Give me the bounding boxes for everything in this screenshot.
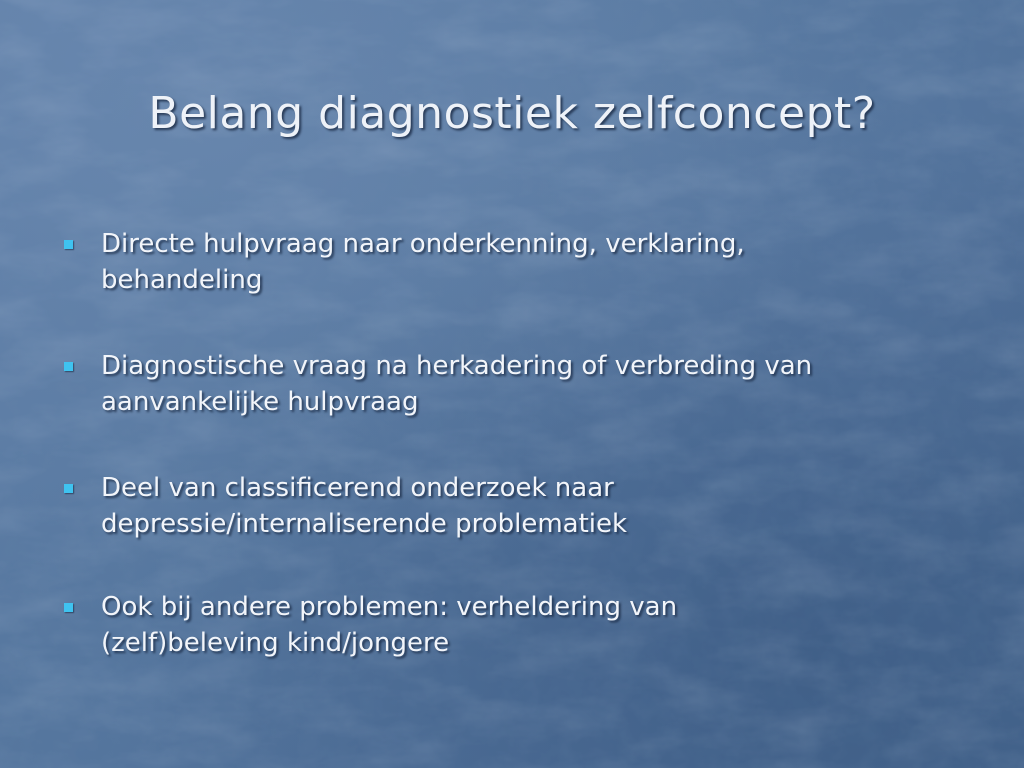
bullet-text-line: Diagnostische vraag na herkadering of verbreding van bbox=[101, 351, 813, 381]
square-bullet-icon bbox=[64, 484, 73, 493]
bullet-item bbox=[60, 226, 960, 298]
bullet-text-line: aanvankelijke hulpvraag bbox=[101, 387, 419, 417]
square-bullet-icon bbox=[64, 240, 73, 249]
bullet-text-line: depressie/internaliserende problematiek bbox=[101, 509, 628, 539]
bullet-item bbox=[60, 470, 960, 542]
bullet-text-line: Ook bij andere problemen: verheldering van bbox=[101, 592, 678, 622]
bullet-list bbox=[60, 226, 960, 711]
square-bullet-icon bbox=[64, 603, 73, 612]
bullet-text-line: Directe hulpvraag naar onderkenning, verklaring, bbox=[101, 229, 745, 259]
bullet-text-line: behandeling bbox=[101, 265, 263, 295]
bullet-text-line: (zelf)beleving kind/jongere bbox=[101, 628, 450, 658]
square-bullet-icon bbox=[64, 362, 73, 371]
bullet-item bbox=[60, 348, 960, 420]
bullet-text-line: Deel van classificerend onderzoek naar bbox=[101, 473, 614, 503]
slide-title: Belang diagnostiek zelfconcept? bbox=[148, 88, 876, 139]
bullet-item bbox=[60, 589, 960, 661]
